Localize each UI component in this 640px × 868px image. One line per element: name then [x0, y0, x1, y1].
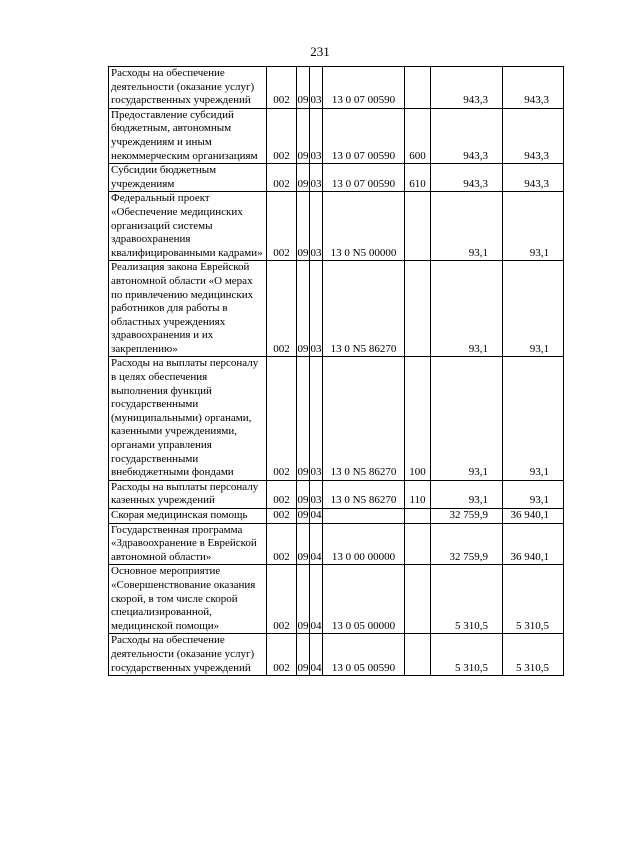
subsection-code: 03 [310, 67, 323, 109]
row-name: Основное мероприятие «Совершенствование оказания скорой, в том числе скорой специализированной, медицинской помощи» [109, 565, 267, 634]
admin-code: 002 [267, 261, 297, 357]
row-name: Реализация закона Еврейской автономной области «О мерах по привлечению медицинских работников для работы в областных учреждениях здравоохранения и их закреплению» [109, 261, 267, 357]
table-row [109, 261, 564, 357]
table-row [109, 634, 564, 676]
amount-year-1: 93,1 [431, 480, 503, 508]
table-row [109, 192, 564, 261]
subsection-code: 03 [310, 192, 323, 261]
amount-year-1: 32 759,9 [431, 509, 503, 524]
target-article-code: 13 0 07 00590 [323, 164, 405, 192]
amount-year-2: 93,1 [503, 480, 564, 508]
amount-year-2: 943,3 [503, 164, 564, 192]
row-name: Субсидии бюджетным учреждениям [109, 164, 267, 192]
row-name: Расходы на выплаты персоналу казенных учреждений [109, 480, 267, 508]
amount-year-1: 93,1 [431, 261, 503, 357]
table-row [109, 357, 564, 480]
section-code: 09 [297, 192, 310, 261]
target-article-code [323, 509, 405, 524]
amount-year-1: 93,1 [431, 357, 503, 480]
section-code: 09 [297, 480, 310, 508]
expense-type-code: 110 [405, 480, 431, 508]
table-row [109, 67, 564, 109]
admin-code: 002 [267, 192, 297, 261]
expense-type-code [405, 509, 431, 524]
target-article-code: 13 0 N5 86270 [323, 357, 405, 480]
section-code: 09 [297, 357, 310, 480]
subsection-code: 03 [310, 164, 323, 192]
row-name: Расходы на обеспечение деятельности (оказание услуг) государственных учреждений [109, 634, 267, 676]
expense-type-code [405, 261, 431, 357]
table-row [109, 164, 564, 192]
amount-year-2: 5 310,5 [503, 565, 564, 634]
expense-type-code [405, 67, 431, 109]
amount-year-1: 32 759,9 [431, 523, 503, 565]
row-name: Предоставление субсидий бюджетным, автономным учреждениям и иным некоммерческим организациям [109, 108, 267, 163]
admin-code: 002 [267, 164, 297, 192]
amount-year-2: 93,1 [503, 357, 564, 480]
section-code: 09 [297, 261, 310, 357]
section-code: 09 [297, 523, 310, 565]
expense-type-code [405, 192, 431, 261]
target-article-code: 13 0 00 00000 [323, 523, 405, 565]
row-name: Скорая медицинская помощь [109, 509, 267, 524]
expense-type-code [405, 565, 431, 634]
section-code: 09 [297, 634, 310, 676]
amount-year-1: 5 310,5 [431, 634, 503, 676]
amount-year-2: 93,1 [503, 261, 564, 357]
budget-table [108, 66, 564, 676]
subsection-code: 03 [310, 480, 323, 508]
amount-year-2: 36 940,1 [503, 523, 564, 565]
section-code: 09 [297, 164, 310, 192]
target-article-code: 13 0 N5 86270 [323, 261, 405, 357]
target-article-code: 13 0 N5 00000 [323, 192, 405, 261]
table-row [109, 509, 564, 524]
subsection-code: 04 [310, 509, 323, 524]
admin-code: 002 [267, 480, 297, 508]
amount-year-2: 5 310,5 [503, 634, 564, 676]
budget-table-body [109, 67, 564, 676]
target-article-code: 13 0 05 00000 [323, 565, 405, 634]
target-article-code: 13 0 07 00590 [323, 67, 405, 109]
expense-type-code [405, 634, 431, 676]
row-name: Расходы на выплаты персоналу в целях обеспечения выполнения функций государственными (муниципальными) органами, казенными учреждениями, органами управления государственными внебюджетными фондами [109, 357, 267, 480]
table-row [109, 523, 564, 565]
amount-year-2: 943,3 [503, 108, 564, 163]
amount-year-1: 93,1 [431, 192, 503, 261]
subsection-code: 04 [310, 634, 323, 676]
admin-code: 002 [267, 565, 297, 634]
expense-type-code: 100 [405, 357, 431, 480]
admin-code: 002 [267, 523, 297, 565]
expense-type-code: 610 [405, 164, 431, 192]
admin-code: 002 [267, 509, 297, 524]
amount-year-1: 943,3 [431, 67, 503, 109]
section-code: 09 [297, 108, 310, 163]
amount-year-1: 5 310,5 [431, 565, 503, 634]
subsection-code: 03 [310, 261, 323, 357]
target-article-code: 13 0 07 00590 [323, 108, 405, 163]
section-code: 09 [297, 509, 310, 524]
admin-code: 002 [267, 357, 297, 480]
row-name: Федеральный проект «Обеспечение медицинских организаций системы здравоохранения квалифицированными кадрами» [109, 192, 267, 261]
amount-year-2: 93,1 [503, 192, 564, 261]
subsection-code: 04 [310, 565, 323, 634]
admin-code: 002 [267, 634, 297, 676]
subsection-code: 03 [310, 357, 323, 480]
table-row [109, 108, 564, 163]
section-code: 09 [297, 565, 310, 634]
row-name: Расходы на обеспечение деятельности (оказание услуг) государственных учреждений [109, 67, 267, 109]
row-name: Государственная программа «Здравоохранение в Еврейской автономной области» [109, 523, 267, 565]
amount-year-2: 36 940,1 [503, 509, 564, 524]
subsection-code: 03 [310, 108, 323, 163]
expense-type-code: 600 [405, 108, 431, 163]
amount-year-2: 943,3 [503, 67, 564, 109]
amount-year-1: 943,3 [431, 164, 503, 192]
expense-type-code [405, 523, 431, 565]
subsection-code: 04 [310, 523, 323, 565]
section-code: 09 [297, 67, 310, 109]
amount-year-1: 943,3 [431, 108, 503, 163]
table-row [109, 480, 564, 508]
target-article-code: 13 0 N5 86270 [323, 480, 405, 508]
admin-code: 002 [267, 67, 297, 109]
admin-code: 002 [267, 108, 297, 163]
table-row [109, 565, 564, 634]
target-article-code: 13 0 05 00590 [323, 634, 405, 676]
page-number: 231 [310, 44, 330, 59]
